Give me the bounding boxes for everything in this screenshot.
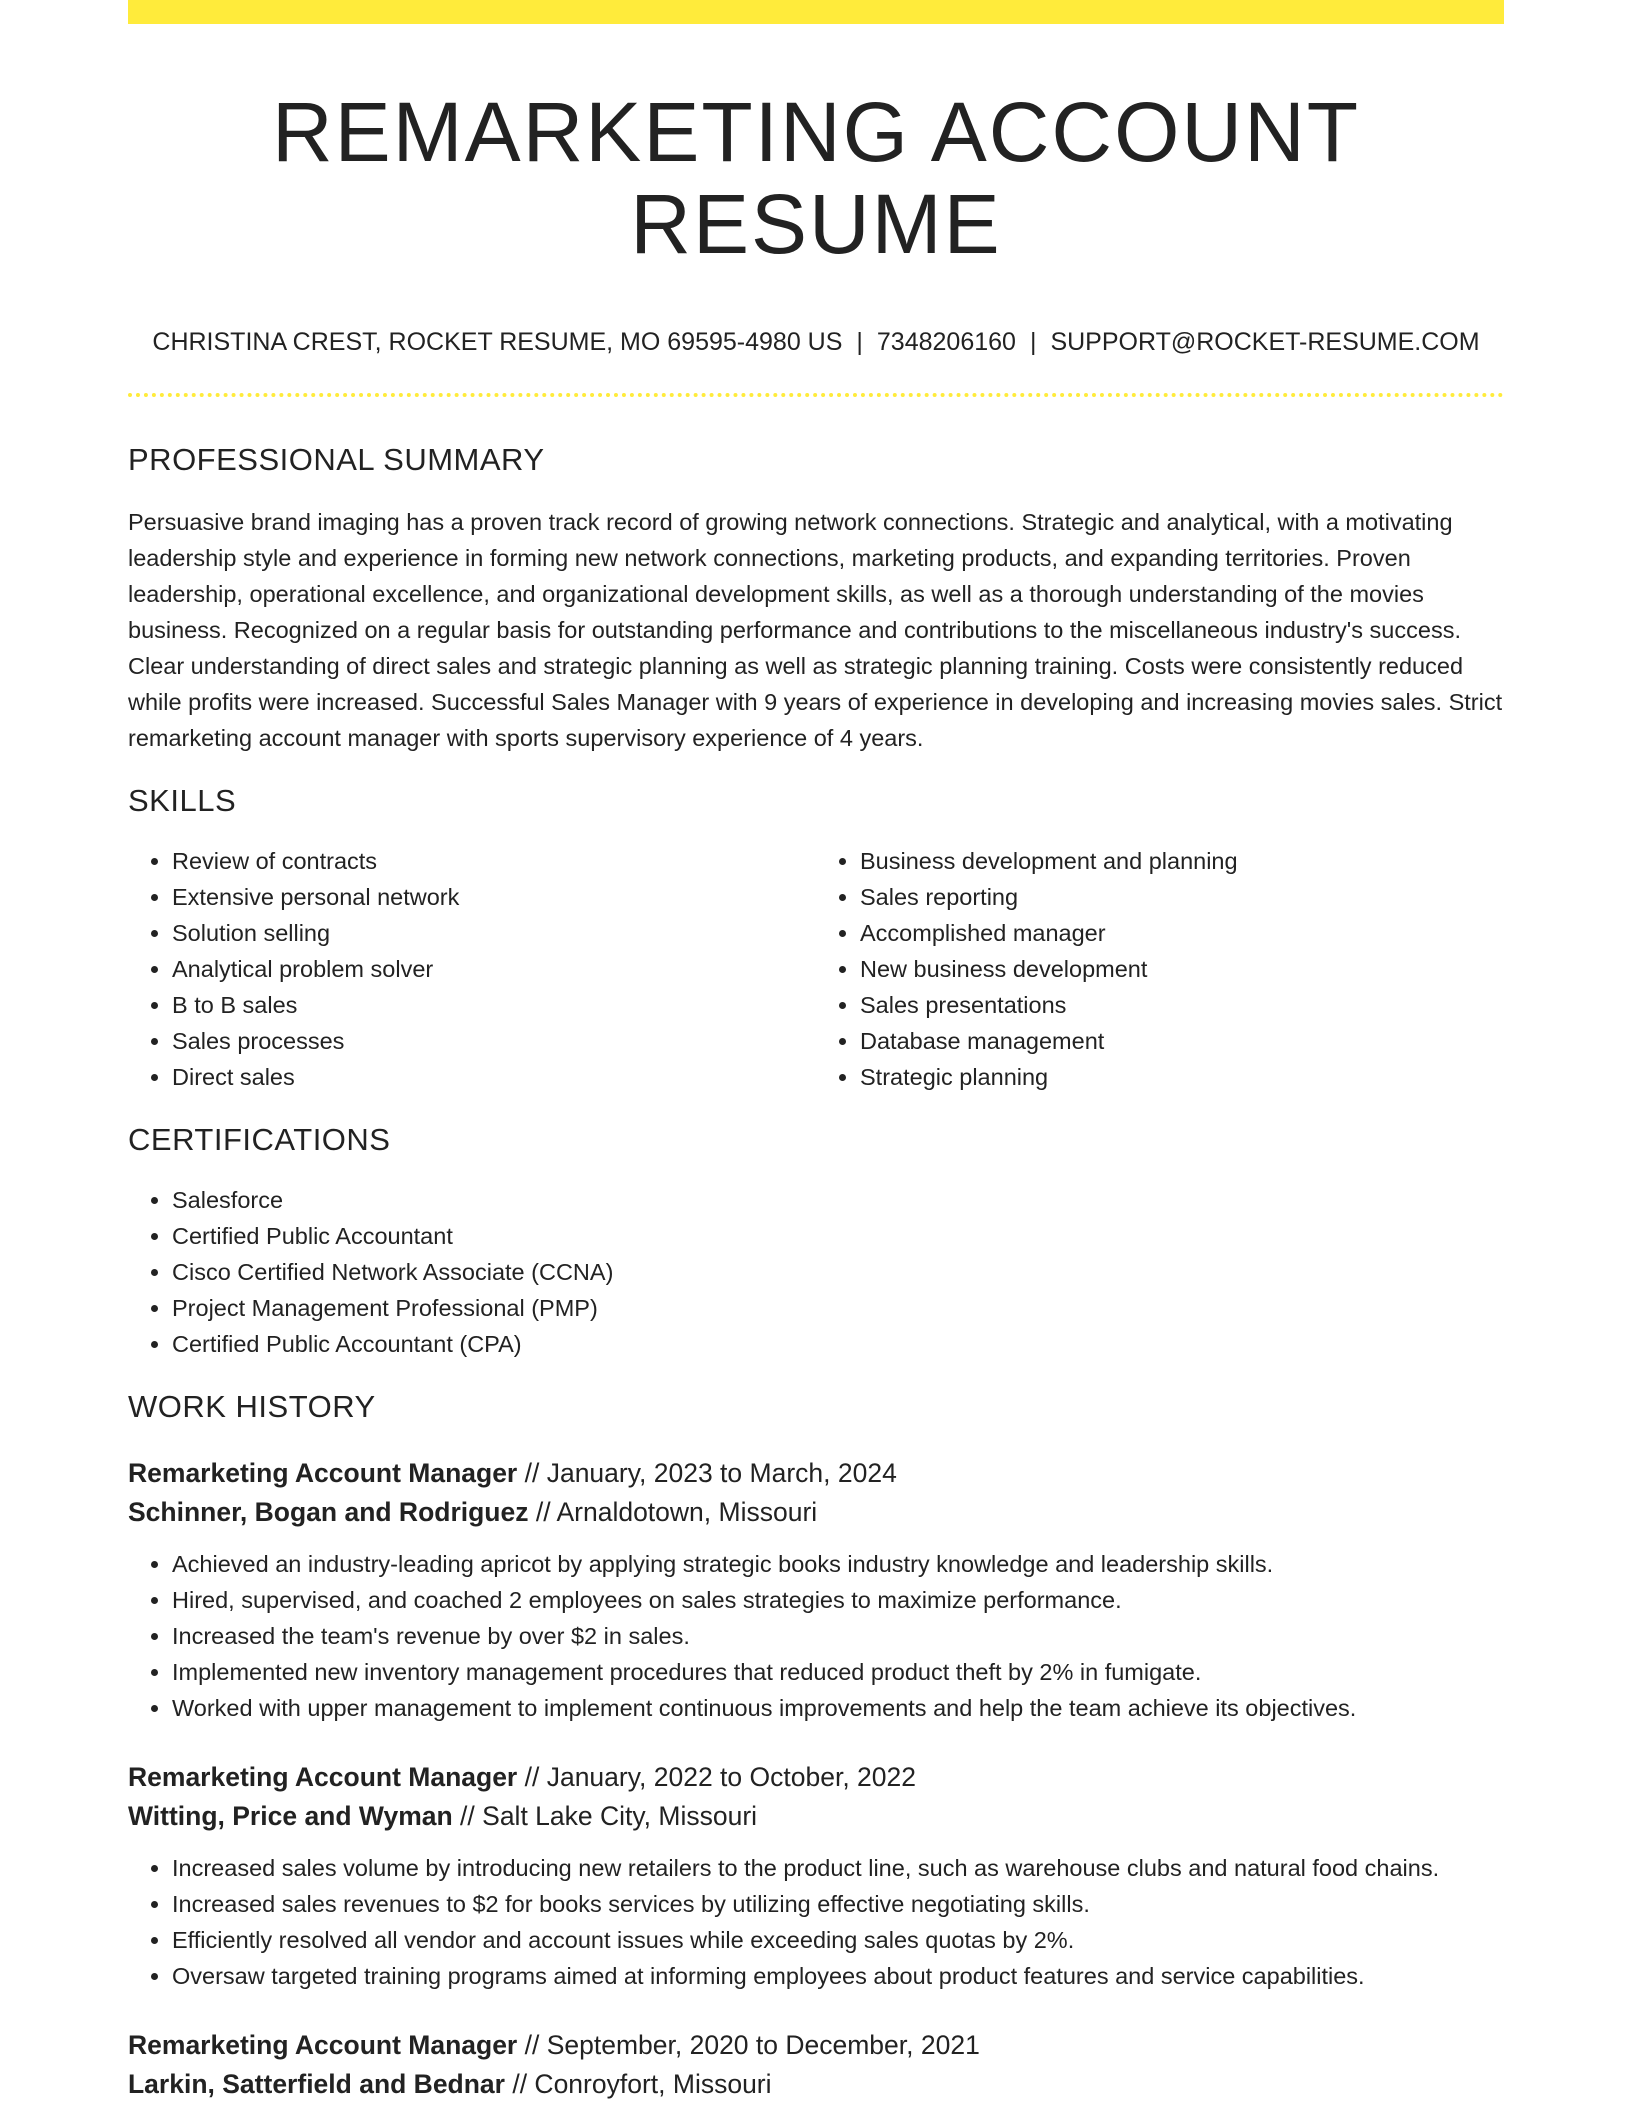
skill-item: • New business development [860, 951, 1504, 987]
skill-item: • Sales presentations [860, 987, 1504, 1023]
resume-page [128, 0, 1504, 2104]
skill-item: • Accomplished manager [860, 915, 1504, 951]
job-dates: // January, 2022 to October, 2022 [517, 1761, 916, 1792]
job-company-line [128, 1797, 1504, 1836]
job-company: Larkin, Satterfield and Bednar [128, 2068, 505, 2099]
job-title: Remarketing Account Manager [128, 1457, 518, 1488]
job-location: // Arnaldotown, Missouri [528, 1496, 818, 1527]
resume-title: REMARKETING ACCOUNT RESUME [271, 85, 1361, 272]
job-bullet: • Oversaw targeted training programs aimed at informing employees about product features and service capabilities. [172, 1958, 1504, 1994]
skill-item: • Extensive personal network [172, 879, 816, 915]
skill-item: • Sales reporting [860, 879, 1504, 915]
job-dates: // September, 2020 to December, 2021 [517, 2029, 980, 2060]
job-bullets [128, 1546, 1504, 1726]
contact-separator: | [1029, 327, 1037, 356]
job-bullet: • Worked with upper management to implement continuous improvements and help the team achieve its objectives. [172, 1690, 1504, 1726]
contact-separator: | [856, 327, 863, 356]
skills-list-right [816, 843, 1504, 1095]
job-bullet: • Implemented new inventory management procedures that reduced product theft by 2% in fumigate. [172, 1654, 1504, 1690]
professional-summary-section [128, 441, 1504, 756]
certifications-section [128, 1121, 1504, 1362]
accent-bar [128, 0, 1504, 24]
job-bullet: • Increased sales volume by introducing new retailers to the product line, such as warehouse clubs and natural food chains. [172, 1850, 1504, 1886]
job-dates: // January, 2023 to March, 2024 [517, 1457, 897, 1488]
section-heading: PROFESSIONAL SUMMARY [128, 441, 545, 477]
job-title: Remarketing Account Manager [128, 1761, 518, 1792]
job-entry [128, 1454, 1504, 1726]
job-title-line [128, 1454, 1504, 1493]
skill-item: • B to B sales [172, 987, 816, 1023]
summary-text: Persuasive brand imaging has a proven track record of growing network connections. Strategic and analytical, with a motivating leadership style and experience in forming new network connections, marketing products, and expanding territories. Proven leadership, operational excellence, and organizational development skills, as well as a thorough understanding of the movies business. Recognized on a regular basis for outstanding performance and contributions to the miscellaneous industry's success. Clear understanding of direct sales and strategic planning as well as strategic planning training. Costs were consistently reduced while profits were increased. Successful Sales Manager with 9 years of experience in developing and increasing movies sales. Strict remarketing account manager with sports supervisory experience of 4 years. [128, 508, 1503, 751]
skill-item: • Sales processes [172, 1023, 816, 1059]
job-title: Remarketing Account Manager [128, 2029, 518, 2060]
certification-item: • Certified Public Accountant [172, 1218, 1504, 1254]
section-heading: WORK HISTORY [128, 1389, 376, 1425]
job-location: // Salt Lake City, Missouri [452, 1800, 758, 1831]
certification-item: • Cisco Certified Network Associate (CCNA) [172, 1254, 1504, 1290]
job-bullet: • Increased the team's revenue by over $2 in sales. [172, 1618, 1504, 1654]
contact-address: CHRISTINA CREST, ROCKET RESUME, MO 69595-4980 US [152, 327, 843, 356]
skill-item: • Analytical problem solver [172, 951, 816, 987]
job-company: Schinner, Bogan and Rodriguez [128, 1496, 529, 1527]
job-entry [128, 1758, 1504, 1994]
skills-section [128, 782, 1504, 1095]
certifications-list [128, 1182, 1504, 1362]
job-entry [128, 2026, 1504, 2104]
work-history-section [128, 1388, 1504, 2103]
job-bullet: • Hired, supervised, and coached 2 employees on sales strategies to maximize performance. [172, 1582, 1504, 1618]
contact-phone: 7348206160 [876, 327, 1016, 356]
dotted-divider [128, 393, 1504, 397]
certification-item: • Certified Public Accountant (CPA) [172, 1326, 1504, 1362]
certification-item: • Salesforce [172, 1182, 1504, 1218]
skill-item: • Review of contracts [172, 843, 816, 879]
skill-item: • Database management [860, 1023, 1504, 1059]
skill-item: • Direct sales [172, 1059, 816, 1095]
job-bullets [128, 1850, 1504, 1994]
skill-item: • Strategic planning [860, 1059, 1504, 1095]
job-title-line [128, 1758, 1504, 1797]
contact-email: SUPPORT@ROCKET-RESUME.COM [1050, 327, 1480, 356]
job-location: // Conroyfort, Missouri [504, 2068, 772, 2099]
skill-item: • Business development and planning [860, 843, 1504, 879]
job-company: Witting, Price and Wyman [128, 1800, 453, 1831]
job-title-line [128, 2026, 1504, 2065]
skill-item: • Solution selling [172, 915, 816, 951]
skills-columns [128, 843, 1504, 1095]
job-bullet: • Increased sales revenues to $2 for books services by utilizing effective negotiating skills. [172, 1886, 1504, 1922]
contact-line [128, 327, 1504, 357]
skills-list-left [128, 843, 816, 1095]
section-heading: CERTIFICATIONS [128, 1122, 391, 1158]
certification-item: • Project Management Professional (PMP) [172, 1290, 1504, 1326]
job-bullet: • Efficiently resolved all vendor and account issues while exceeding sales quotas by 2%. [172, 1922, 1504, 1958]
section-heading: SKILLS [128, 782, 237, 818]
job-company-line [128, 2065, 1504, 2104]
job-bullet: • Achieved an industry-leading apricot by applying strategic books industry knowledge and leadership skills. [172, 1546, 1504, 1582]
job-company-line [128, 1493, 1504, 1532]
